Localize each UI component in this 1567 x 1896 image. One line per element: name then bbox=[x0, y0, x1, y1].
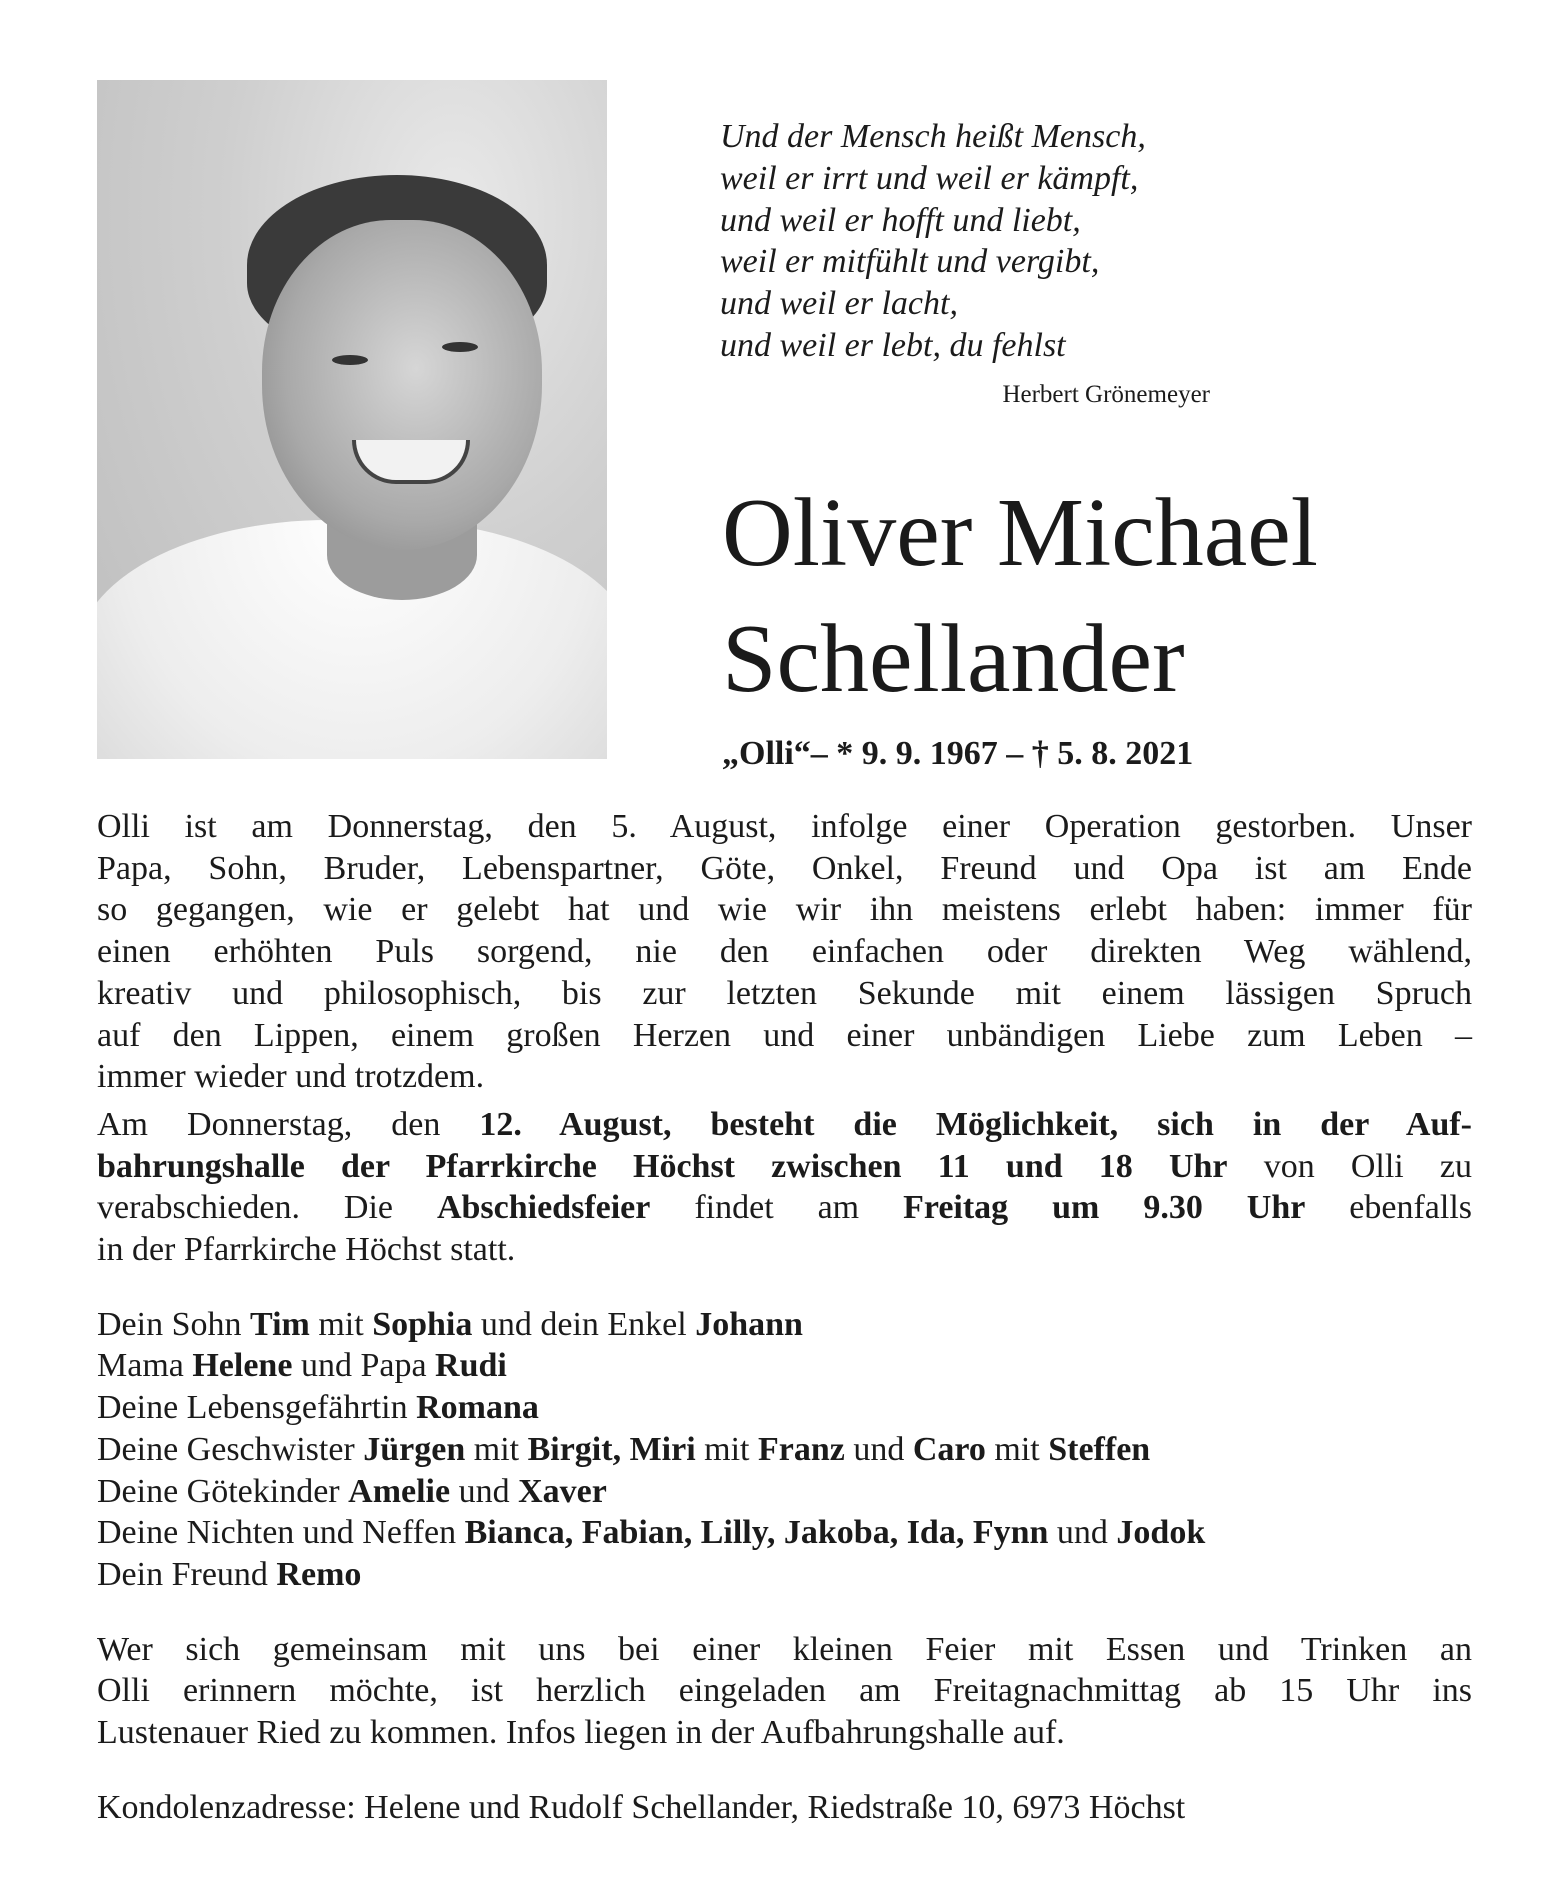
bold-text: Romana bbox=[416, 1389, 539, 1427]
text-line bbox=[97, 1629, 1472, 1671]
text-line bbox=[97, 806, 1472, 848]
photo-face bbox=[262, 220, 542, 550]
portrait-photo bbox=[97, 80, 607, 759]
text-line bbox=[97, 1471, 1472, 1513]
bold-text: Remo bbox=[276, 1555, 362, 1593]
photo-eye bbox=[442, 342, 478, 352]
condolence-address bbox=[97, 1787, 1472, 1829]
photo-eye bbox=[332, 355, 368, 365]
text-line bbox=[97, 848, 1472, 890]
text: einen erhöhten Puls sorgend, nie den einfachen oder direkten Weg wählend, bbox=[97, 933, 1472, 971]
text: Olli erinnern möchte, ist herzlich eingeladen am Freitagnachmittag ab 15 Uhr ins bbox=[97, 1672, 1472, 1710]
quote-line: und weil er hofft und liebt, bbox=[720, 201, 1081, 239]
text: und bbox=[1048, 1514, 1117, 1552]
quote-line: weil er mitfühlt und vergibt, bbox=[720, 243, 1100, 281]
farewell-info-paragraph bbox=[97, 1104, 1472, 1271]
text: kreativ und philosophisch, bis zur letzten Sekunde mit einem lässigen Spruch bbox=[97, 974, 1472, 1012]
text-line bbox=[97, 1229, 1472, 1271]
text: Deine Geschwister bbox=[97, 1430, 364, 1468]
name-line-1: Oliver Michael bbox=[722, 479, 1318, 587]
bold-text: Abschiedsfeier bbox=[436, 1189, 651, 1227]
text-line bbox=[97, 1015, 1472, 1057]
text: auf den Lippen, einem großen Herzen und einer unbändigen Liebe zum Leben – bbox=[97, 1016, 1472, 1054]
text-line bbox=[97, 1712, 1472, 1754]
text: so gegangen, wie er gelebt hat und wie wir ihn meistens erlebt haben: immer für bbox=[97, 891, 1472, 929]
bold-text: Helene bbox=[192, 1347, 293, 1385]
text: Olli ist am Donnerstag, den 5. August, infolge einer Operation gestorben. Unser bbox=[97, 808, 1472, 845]
text: Dein Freund bbox=[97, 1555, 277, 1593]
gathering-paragraph bbox=[97, 1629, 1472, 1754]
text-line bbox=[97, 931, 1472, 973]
text-line bbox=[97, 1056, 1472, 1098]
text-line bbox=[97, 1670, 1472, 1712]
text: von Olli zu bbox=[1227, 1147, 1472, 1185]
name-line-2: Schellander bbox=[722, 605, 1185, 713]
text-line bbox=[97, 1429, 1472, 1471]
bold-text: Xaver bbox=[518, 1472, 607, 1510]
text-line bbox=[97, 1345, 1472, 1387]
text: mit bbox=[695, 1430, 758, 1468]
text: und dein Enkel bbox=[472, 1305, 696, 1343]
quote-line: weil er irrt und weil er kämpft, bbox=[720, 159, 1139, 197]
text-line bbox=[97, 1554, 1472, 1596]
text: ebenfalls bbox=[1305, 1189, 1472, 1227]
bold-text: Caro bbox=[912, 1430, 986, 1468]
text: findet am bbox=[650, 1189, 904, 1227]
text: Wer sich gemeinsam mit uns bei einer kleinen Feier mit Essen und Trinken an bbox=[97, 1630, 1472, 1668]
announcement-paragraph bbox=[97, 806, 1472, 1098]
text-line bbox=[97, 1187, 1472, 1229]
bold-text: Steffen bbox=[1048, 1430, 1151, 1468]
bold-text: Freitag um 9.30 Uhr bbox=[903, 1189, 1306, 1227]
life-dates: „Olli“– * 9. 9. 1967 – † 5. 8. 2021 bbox=[722, 735, 1194, 772]
text: Deine Lebensgefährtin bbox=[97, 1389, 417, 1427]
text: Kondolenzadresse: Helene und Rudolf Schellander, Riedstraße 10, 6973 Höchst bbox=[97, 1788, 1186, 1826]
text: Deine Götekinder bbox=[97, 1472, 349, 1510]
bold-text: Amelie bbox=[348, 1472, 451, 1510]
text: mit bbox=[985, 1430, 1049, 1468]
text-line bbox=[97, 1146, 1472, 1188]
text-line bbox=[97, 1787, 1472, 1829]
text: und bbox=[844, 1430, 913, 1468]
text: Am Donnerstag, den bbox=[97, 1105, 480, 1143]
text: und bbox=[450, 1472, 519, 1510]
text-line bbox=[97, 889, 1472, 931]
bold-text: 12. August, besteht die Möglichkeit, sich in der Auf- bbox=[479, 1105, 1473, 1143]
obituary-body bbox=[97, 806, 1472, 1828]
mourners-list bbox=[97, 1304, 1472, 1596]
text: Dein Sohn bbox=[97, 1305, 250, 1343]
text: verabschieden. Die bbox=[97, 1189, 437, 1227]
text: Lustenauer Ried zu kommen. Infos liegen in der Aufbahrungshalle auf. bbox=[97, 1714, 1065, 1752]
quote-line: und weil er lacht, bbox=[720, 285, 958, 323]
text: und Papa bbox=[292, 1347, 436, 1385]
quote-line: Und der Mensch heißt Mensch, bbox=[720, 118, 1146, 155]
bold-text: Bianca, Fabian, Lilly, Jakoba, Ida, Fynn bbox=[464, 1514, 1049, 1552]
bold-text: bahrungshalle der Pfarrkirche Höchst zwischen 11 und 18 Uhr bbox=[97, 1147, 1228, 1185]
text: Deine Nichten und Neffen bbox=[97, 1514, 465, 1552]
text-line bbox=[97, 1512, 1472, 1554]
text: mit bbox=[309, 1305, 373, 1343]
text-line bbox=[97, 1304, 1472, 1346]
text: in der Pfarrkirche Höchst statt. bbox=[97, 1231, 516, 1269]
text: mit bbox=[465, 1430, 528, 1468]
bold-text: Franz bbox=[758, 1430, 845, 1468]
text: Papa, Sohn, Bruder, Lebenspartner, Göte, Onkel, Freund und Opa ist am Ende bbox=[97, 849, 1472, 887]
deceased-name bbox=[722, 470, 1318, 722]
bold-text: Johann bbox=[695, 1305, 803, 1343]
text-line bbox=[97, 1104, 1472, 1146]
bold-text: Rudi bbox=[435, 1347, 507, 1385]
text: Mama bbox=[97, 1347, 193, 1385]
text: immer wieder und trotzdem. bbox=[97, 1058, 485, 1096]
bold-text: Jürgen bbox=[363, 1430, 466, 1468]
text-line bbox=[97, 1387, 1472, 1429]
bold-text: Tim bbox=[250, 1305, 310, 1343]
poem-quote bbox=[720, 116, 1146, 367]
quote-line: und weil er lebt, du fehlst bbox=[720, 326, 1066, 364]
bold-text: Birgit, Miri bbox=[527, 1430, 696, 1468]
quote-author: Herbert Grönemeyer bbox=[1002, 381, 1210, 408]
bold-text: Jodok bbox=[1116, 1514, 1206, 1552]
text-line bbox=[97, 973, 1472, 1015]
bold-text: Sophia bbox=[372, 1305, 473, 1343]
